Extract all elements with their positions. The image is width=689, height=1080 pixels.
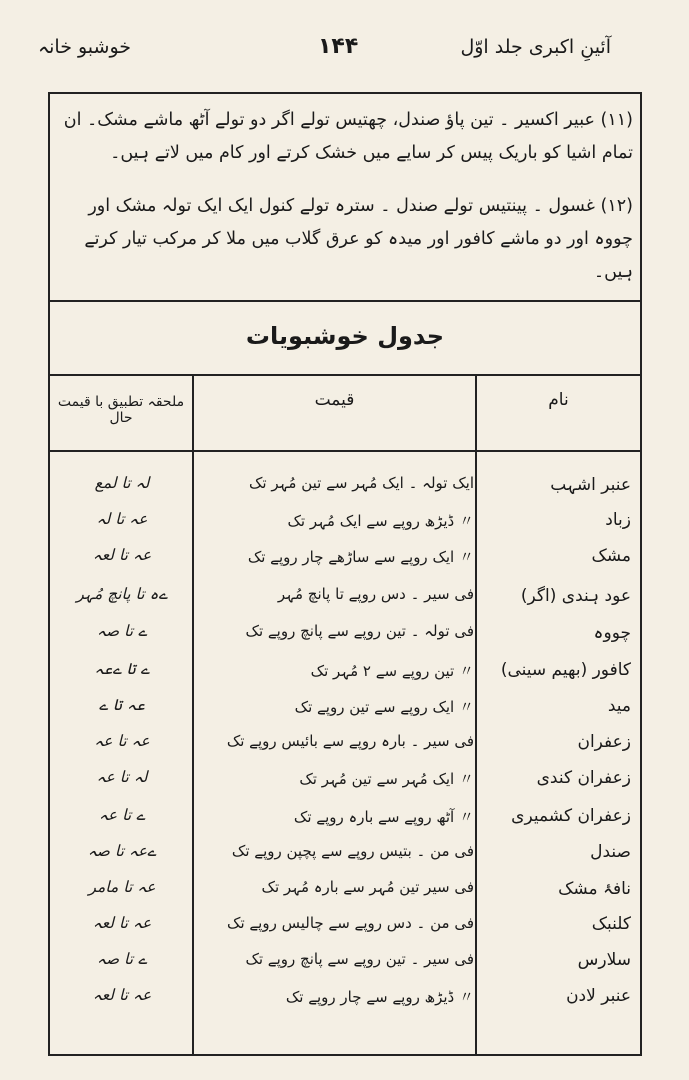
row-price: ایک تولہ ۔ ایک مُہر سے تین مُہر تک [248,474,474,492]
row-price: فی سیر ۔ بارہ روپے سے بائیس روپے تک [226,732,474,750]
frame-divider-header [48,450,642,452]
row-note: ے تا عہ [98,806,146,824]
row-name: مید [607,696,631,716]
row-name: نافۂ مشک [558,879,631,899]
row-note: ے تا صہ [96,950,148,968]
row-note: عہ تا لہ [96,510,148,528]
row-price: 〃 ایک روپے سے ساڑھے چار روپے تک [247,548,474,566]
table-title: جدول خوشبویات [245,322,445,350]
row-name: کلنبک [591,914,631,934]
row-name: عود ہندی (اگر) [520,586,631,606]
row-name: زعفران کشمیری [511,806,631,826]
recipe-11 [58,104,633,194]
row-note: عہ تا مامر [88,878,156,896]
running-head-section: خوشبو خانہ [38,36,132,58]
row-price: 〃 ایک روپے سے تین روپے تک [294,698,474,716]
row-price: 〃 ڈیڑھ روپے سے ایک مُہر تک [287,512,474,530]
row-name: مشک [591,546,631,566]
row-name: صندل [590,842,631,862]
frame-divider-title [48,374,642,376]
recipe-text: عبیر اکسیر ۔ تین پاؤ صندل، چھتیس تولے اگر دو تولے آٹھ ماشے مشک۔ ان تمام اشیا کو باریک پیس کر سایے میں خشک کرتے اور کام میں لاتے ہیں۔ [63,110,633,163]
column-rule-price [192,374,194,1056]
row-name: زعفران [577,732,631,752]
row-name: زعفران کندی [536,768,631,788]
column-rule-name [475,374,477,1056]
row-price: 〃 آٹھ روپے سے بارہ روپے تک [293,808,474,826]
row-price: 〃 ڈیڑھ روپے سے چار روپے تک [285,988,474,1006]
recipe-number: (۱۲) [600,196,633,216]
row-price: 〃 ایک مُہر سے تین مُہر تک [299,770,474,788]
row-note: ے تا صہ [96,622,148,640]
row-price: فی من ۔ دس روپے سے چالیس روپے تک [227,914,474,932]
row-price: فی تولہ ۔ تین روپے سے پانچ روپے تک [245,622,474,640]
row-note: ےعہ تا صہ [87,842,157,860]
row-name: چووہ [593,623,631,643]
row-note: لہ تا عہ [96,768,148,786]
row-name: سلارس [577,950,631,970]
running-head-book-title: آئینِ اکبری جلد اوّل [460,36,611,58]
row-note: عہ تا لعہ [92,546,152,564]
row-note: ےہ تا پانچ مُہر [76,585,168,603]
row-name: کافور (بھیم سینی) [500,660,631,680]
row-name: زباد [605,510,631,530]
row-price: فی من ۔ بتیس روپے سے پچپن روپے تک [231,842,474,860]
row-note: عہ تا عہ [94,732,150,750]
row-name: عنبر اشہب [550,475,631,495]
row-price: 〃 تین روپے سے ۲ مُہر تک [310,662,474,680]
column-header-price: قیمت [314,390,355,410]
row-note: ے تا ےعہ [94,660,150,678]
column-header-name: نام [548,390,569,410]
row-note: لہ تا لمع [94,474,150,492]
row-note: عہ تا لعہ [92,986,152,1004]
row-price: فی سیر ۔ دس روپے تا پانچ مُہر [277,585,474,603]
row-note: عہ تا لعہ [92,914,152,932]
frame-divider-recipes [48,300,642,302]
recipe-number: (۱۱) [600,110,633,130]
row-price: فی سیر ۔ تین روپے سے پانچ روپے تک [245,950,474,968]
row-note: عہ تا ے [98,696,146,714]
column-header-note: ملحقہ تطبیق با قیمت حال [57,394,185,426]
row-name: عنبر لادن [566,986,631,1006]
recipe-text: غسول ۔ پینتیس تولے صندل ۔ سترہ تولے کنول ایک ایک تولہ مشک اور چووہ اور دو ماشے کافور اور میدہ کو عرق گلاب میں ملا کر مرکب تیار کرتے ہیں۔ [84,196,633,282]
page-number: ۱۴۴ [318,34,359,59]
recipe-12 [58,190,633,300]
row-price: فی سیر تین مُہر سے بارہ مُہر تک [261,878,474,896]
